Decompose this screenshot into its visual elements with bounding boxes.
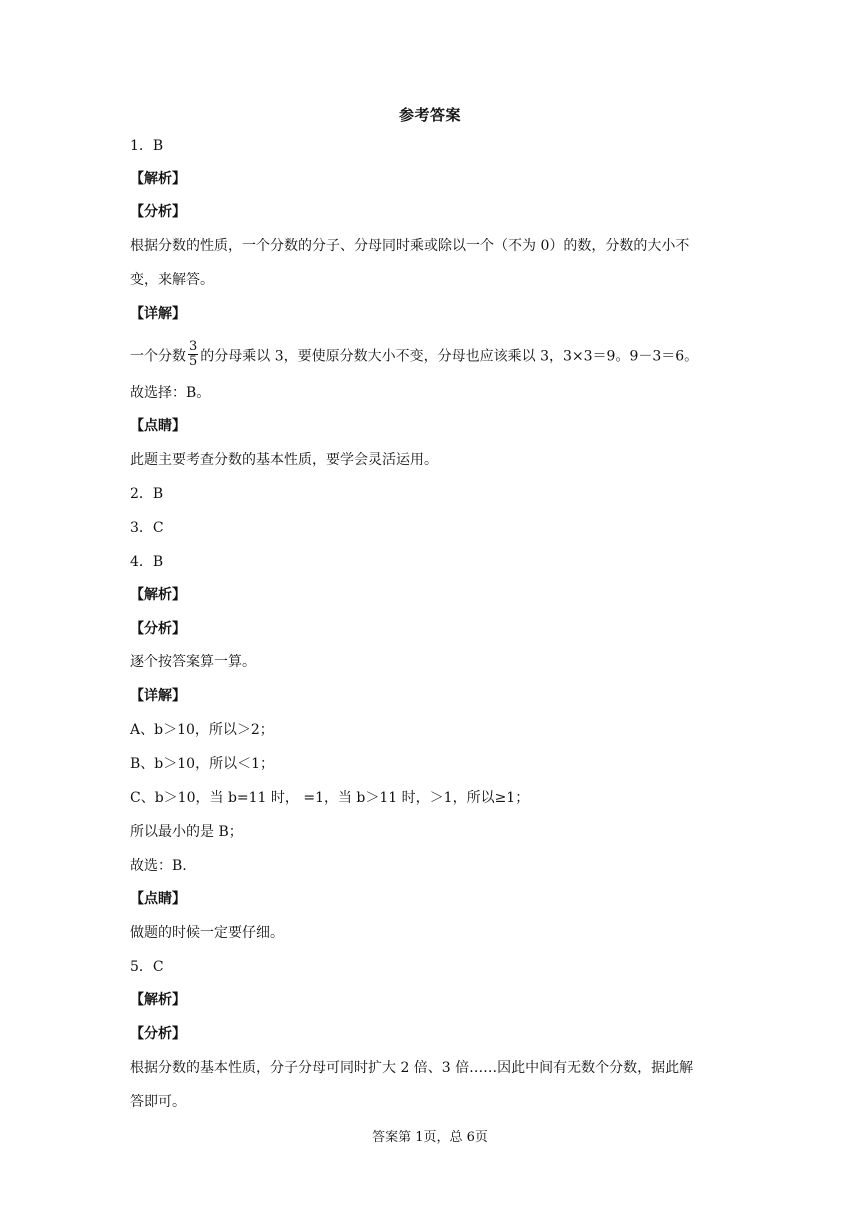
fraction-three-fifths — [188, 340, 198, 369]
xiangjie-option-b: B、b＞10，所以＜1； — [130, 756, 274, 772]
answer-5: 5．C — [130, 959, 164, 975]
xiangjie-conclusion: 所以最小的是 B； — [130, 824, 243, 840]
section-jiexi: 【解析】 — [130, 171, 186, 187]
section-jiexi: 【解析】 — [130, 992, 186, 1008]
section-fenxi: 【分析】 — [130, 621, 186, 637]
xiangjie-text — [130, 339, 699, 371]
section-fenxi: 【分析】 — [130, 204, 186, 220]
section-xiangjie: 【详解】 — [130, 688, 186, 704]
choice-text: 故选：B. — [130, 858, 187, 874]
dianjing-text: 做题的时候一定要仔细。 — [130, 925, 284, 941]
fenxi-text: 逐个按答案算一算。 — [130, 654, 256, 670]
fraction-denominator: 5 — [189, 354, 198, 369]
choice-text: 故选择：B。 — [130, 385, 211, 401]
fenxi-text: 根据分数的性质，一个分数的分子、分母同时乘或除以一个（不为 0）的数，分数的大小不 — [130, 238, 690, 254]
section-fenxi: 【分析】 — [130, 1026, 186, 1042]
fraction-numerator: 3 — [189, 339, 198, 354]
dianjing-text: 此题主要考查分数的基本性质，要学会灵活运用。 — [130, 452, 438, 468]
section-dianjing: 【点睛】 — [130, 891, 186, 907]
section-dianjing: 【点睛】 — [130, 418, 186, 434]
fenxi-text-cont: 变，来解答。 — [130, 272, 214, 288]
xiangjie-text-post: 的分母乘以 3，要使原分数大小不变，分母也应该乘以 3，3×3＝9。9－3＝6。 — [200, 348, 699, 365]
xiangjie-option-a: A、b＞10，所以＞2； — [130, 722, 274, 738]
answer-1: 1．B — [130, 138, 164, 154]
section-jiexi: 【解析】 — [130, 587, 186, 603]
fenxi-text-cont: 答即可。 — [130, 1094, 186, 1110]
answer-2: 2．B — [130, 486, 164, 502]
section-xiangjie: 【详解】 — [130, 306, 186, 322]
xiangjie-option-c: C、b＞10，当 b=11 时， =1，当 b＞11 时，＞1，所以≥1； — [130, 790, 530, 806]
page-title: 参考答案 — [398, 106, 461, 124]
page-footer: 答案第 1页，总 6页 — [372, 1130, 488, 1145]
answer-3: 3．C — [130, 520, 164, 536]
answer-4: 4．B — [130, 554, 164, 570]
fenxi-text: 根据分数的基本性质，分子分母可同时扩大 2 倍、3 倍……因此中间有无数个分数，据此解 — [130, 1060, 694, 1076]
xiangjie-text-pre: 一个分数 — [130, 348, 186, 365]
